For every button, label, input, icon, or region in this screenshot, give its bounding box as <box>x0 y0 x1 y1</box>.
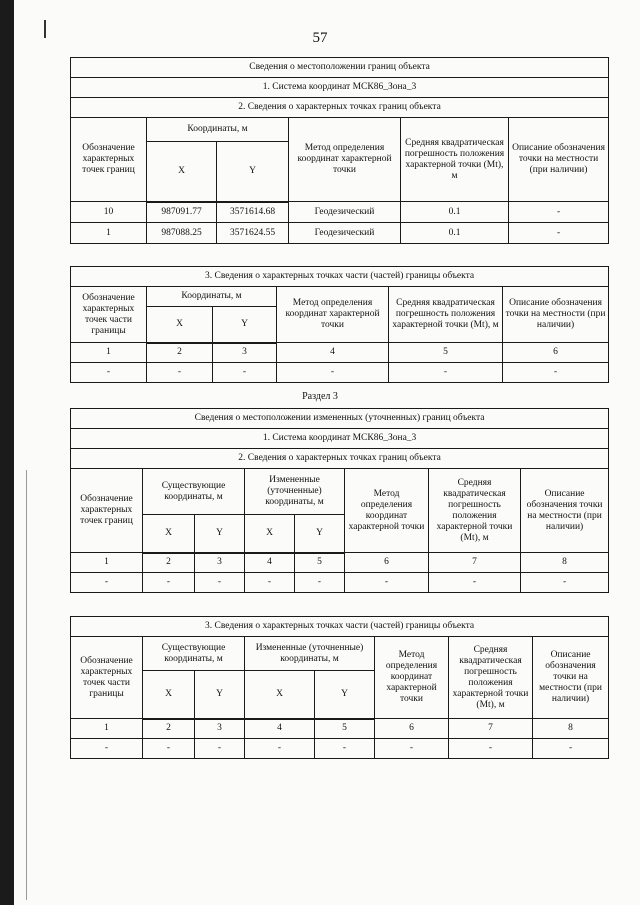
header-error: Средняя квадратическая погрешность положения характерной точки (Mt), м <box>429 469 521 553</box>
header-description: Описание обозначения точки на местности (при наличии) <box>521 469 609 553</box>
cell-method: Геодезический <box>289 223 401 244</box>
empty-cell: - <box>143 573 195 593</box>
table-subtitle: 2. Сведения о характерных точках границ объекта <box>71 449 609 469</box>
header-y: Y <box>315 671 375 719</box>
cell-y: 3571624.55 <box>217 223 289 244</box>
page-number: 57 <box>312 30 328 46</box>
empty-cell: - <box>245 573 295 593</box>
scan-left-edge <box>0 0 14 905</box>
header-method: Метод определения координат характерной точки <box>277 287 389 343</box>
header-description: Описание обозначения точки на местности (при наличии) <box>533 637 609 719</box>
table-title: Сведения о местоположении измененных (уточненных) границ объекта <box>71 409 609 429</box>
empty-cell: - <box>345 573 429 593</box>
header-y: Y <box>213 307 277 343</box>
table-title: 3. Сведения о характерных точках части (частей) границы объекта <box>71 617 609 637</box>
cell-method: Геодезический <box>289 202 401 223</box>
changed-boundary-points-table <box>70 408 609 593</box>
header-x: X <box>143 671 195 719</box>
column-number-row <box>71 553 609 573</box>
header-point: Обозначение характерных точек границ <box>71 118 147 202</box>
cell-description: - <box>509 202 609 223</box>
column-number: 4 <box>245 553 295 573</box>
empty-cell: - <box>449 739 533 759</box>
header-point: Обозначение характерных точек части границы <box>71 637 143 719</box>
boundary-points-table <box>70 57 609 244</box>
header-changed-coordinates: Измененные (уточненные) координаты, м <box>245 469 345 515</box>
column-number-row <box>71 719 609 739</box>
empty-cell: - <box>295 573 345 593</box>
cell-x: 987088.25 <box>147 223 217 244</box>
column-number: 2 <box>147 343 213 363</box>
empty-cell: - <box>503 363 609 383</box>
empty-cell: - <box>147 363 213 383</box>
column-number: 1 <box>71 719 143 739</box>
column-number: 6 <box>375 719 449 739</box>
column-number: 5 <box>389 343 503 363</box>
table-subtitle: 2. Сведения о характерных точках границ объекта <box>71 98 609 118</box>
header-coordinates: Координаты, м <box>147 118 289 142</box>
header-coordinates: Координаты, м <box>147 287 277 307</box>
column-number-row <box>71 343 609 363</box>
empty-cell: - <box>143 739 195 759</box>
header-error: Средняя квадратическая погрешность положения характерной точки (Mt), м <box>449 637 533 719</box>
header-x: X <box>147 307 213 343</box>
column-number: 2 <box>143 719 195 739</box>
cell-x: 987091.77 <box>147 202 217 223</box>
column-number: 3 <box>195 719 245 739</box>
cell-y: 3571614.68 <box>217 202 289 223</box>
coordinate-system: 1. Система координат МСК86_Зона_3 <box>71 429 609 449</box>
table-row <box>71 363 609 383</box>
empty-cell: - <box>533 739 609 759</box>
empty-cell: - <box>521 573 609 593</box>
header-x: X <box>245 515 295 553</box>
coordinate-system: 1. Система координат МСК86_Зона_3 <box>71 78 609 98</box>
column-number: 8 <box>533 719 609 739</box>
header-existing-coordinates: Существующие координаты, м <box>143 469 245 515</box>
header-point: Обозначение характерных точек границ <box>71 469 143 553</box>
header-method: Метод определения координат характерной точки <box>345 469 429 553</box>
empty-cell: - <box>429 573 521 593</box>
scan-margin-line <box>26 470 27 900</box>
empty-cell: - <box>71 739 143 759</box>
header-x: X <box>147 142 217 202</box>
cell-point: 1 <box>71 223 147 244</box>
column-number: 7 <box>449 719 533 739</box>
header-error: Средняя квадратическая погрешность положения характерной точки (Mt), м <box>389 287 503 343</box>
empty-cell: - <box>71 573 143 593</box>
column-number: 7 <box>429 553 521 573</box>
header-y: Y <box>217 142 289 202</box>
column-number: 5 <box>295 553 345 573</box>
header-existing-coordinates: Существующие координаты, м <box>143 637 245 671</box>
changed-part-boundary-points-table <box>70 616 609 759</box>
cell-description: - <box>509 223 609 244</box>
empty-cell: - <box>389 363 503 383</box>
empty-cell: - <box>245 739 315 759</box>
header-description: Описание обозначения точки на местности (при наличии) <box>509 118 609 202</box>
table-title: Сведения о местоположении границ объекта <box>71 58 609 78</box>
empty-cell: - <box>375 739 449 759</box>
cell-point: 10 <box>71 202 147 223</box>
empty-cell: - <box>315 739 375 759</box>
section-label: Раздел 3 <box>302 391 338 402</box>
table-title: 3. Сведения о характерных точках части (частей) границы объекта <box>71 267 609 287</box>
column-number: 1 <box>71 343 147 363</box>
column-number: 3 <box>213 343 277 363</box>
cell-error: 0.1 <box>401 202 509 223</box>
header-x: X <box>143 515 195 553</box>
part-boundary-points-table <box>70 266 609 383</box>
header-point: Обозначение характерных точек части границы <box>71 287 147 343</box>
column-number: 1 <box>71 553 143 573</box>
header-changed-coordinates: Измененные (уточненные) координаты, м <box>245 637 375 671</box>
empty-cell: - <box>71 363 147 383</box>
header-method: Метод определения координат характерной точки <box>375 637 449 719</box>
table-row <box>71 739 609 759</box>
table-row <box>71 223 609 244</box>
table-row <box>71 573 609 593</box>
column-number: 3 <box>195 553 245 573</box>
column-number: 5 <box>315 719 375 739</box>
empty-cell: - <box>195 739 245 759</box>
header-y: Y <box>295 515 345 553</box>
column-number: 2 <box>143 553 195 573</box>
empty-cell: - <box>213 363 277 383</box>
column-number: 6 <box>345 553 429 573</box>
column-number: 4 <box>245 719 315 739</box>
empty-cell: - <box>277 363 389 383</box>
header-method: Метод определения координат характерной точки <box>289 118 401 202</box>
header-y: Y <box>195 671 245 719</box>
column-number: 8 <box>521 553 609 573</box>
table-row <box>71 202 609 223</box>
header-x: X <box>245 671 315 719</box>
header-error: Средняя квадратическая погрешность положения характерной точки (Mt), м <box>401 118 509 202</box>
header-description: Описание обозначения точки на местности (при наличии) <box>503 287 609 343</box>
empty-cell: - <box>195 573 245 593</box>
cell-error: 0.1 <box>401 223 509 244</box>
column-number: 6 <box>503 343 609 363</box>
column-number: 4 <box>277 343 389 363</box>
header-y: Y <box>195 515 245 553</box>
